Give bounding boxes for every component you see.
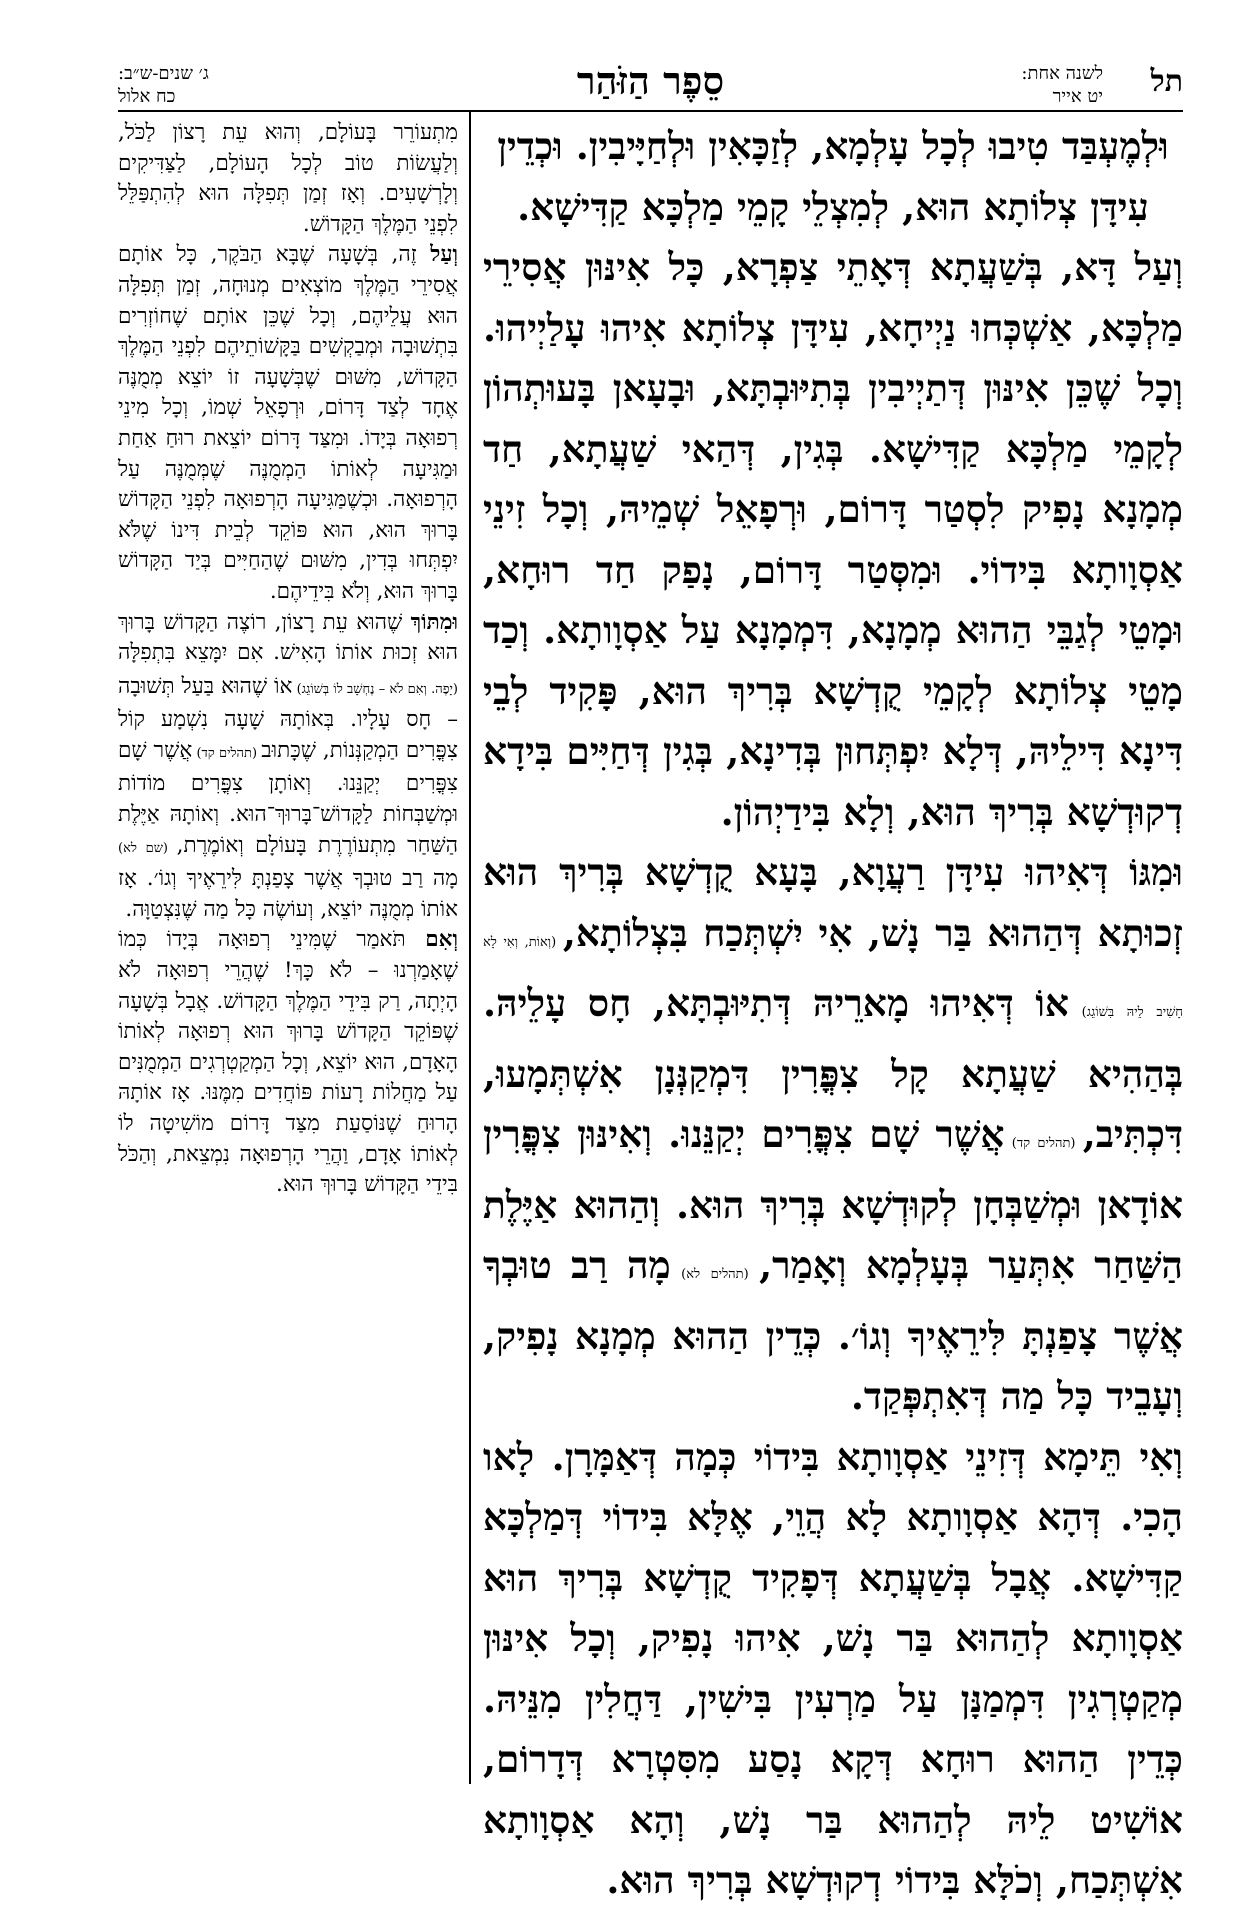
side-p3-note: (יָפֶה. וְאִם לֹא – נֶחְשָׁב לוֹ בְּשׁוֹגֵג) — [292, 681, 458, 697]
column-divider — [469, 112, 471, 1784]
header-left-line1: ג׳ שנים-ש״ב: — [118, 63, 209, 84]
main-p3-note: (וְאוֹת, וְאִי לָא חָשִׁיב לֵיהּ בִּשׁוֹגֵג) — [483, 934, 1183, 1020]
main-p3-ref2: (תהלים לא) — [670, 1267, 760, 1282]
side-paragraph-2 — [118, 240, 458, 607]
main-paragraph-3 — [483, 842, 1183, 1427]
main-p4-text: תֵּימָא דְּזִינֵי אַסְוָותָא בִּידוֹי כְּמָה דְּאַמָּרָן. לָאו הָכִי. דְּהָא אַסְוָותָא לָא הֲוֵי, אֶלָּא בִּידוֹי דְּמַלְכָּא קַדִּישָׁא. אֲבָל בְּשַׁעֲתָא דְּפָקִיד קֻדְשָׁא בְּרִיךְ הוּא אַסְוָותָא לְהַהוּא בַּר נָשׁ, אִיהוּ נָפִיק, וְכָל אִינּוּן מְקַטְרְגִין דִּמְמַנָּן עַל מַרְעִין בִּישִׁין, דַּחֲלִין מִנֵּיהּ. כְּדֵין הַהוּא רוּחָא דְּקָא נָסַע מִסִּטְרָא דְּדָרוֹם, אוֹשִׁיט לֵיהּ לְהַהוּא בַּר נָשׁ, וְהָא אַסְוָותָא אִשְׁתְּכַח, וְכֹלָּא בִּידוֹי דְקוּדְשָׁא בְּרִיךְ הוּא. — [483, 1434, 1183, 1902]
page-number: תל — [1150, 64, 1183, 99]
main-paragraph-1 — [483, 116, 1183, 237]
side-p3-text4: מָה רַב טוּבְךָ אֲשֶׁר צָפַנְתָּ לִּירֵאֶיךָ וְגוֹ׳. אָז אוֹתוֹ מְמֻנֶּה יוֹצֵא, וְעוֹשֶׂה כָּל מַה שֶּׁנִּצְטַוָּה. — [118, 866, 458, 922]
side-p3-text2: אוֹ שֶׁהוּא בַּעַל תְּשׁוּבָה – חָס עָלָיו. בְּאוֹתָהּ שָׁעָה נִשְׁמָע קוֹל צִפֳּרִים הַמְקַנְּנוֹת, שֶׁכָּתוּב — [118, 673, 458, 763]
header-right-line2: יט אייר — [1052, 86, 1103, 107]
header-divider — [118, 110, 1183, 112]
side-p3-ref2: (שם לא) — [118, 840, 177, 856]
side-paragraph-1 — [118, 118, 458, 240]
header-left-note — [118, 62, 209, 108]
main-p3-ref1: (תהלים קד) — [1004, 1136, 1083, 1151]
side-p2-text: זֶה, בְּשָׁעָה שֶׁבָּא הַבֹּקֶר, כָּל אוֹתָם אֲסִירֵי הַמֶּלֶךְ מוֹצְאִים מְנוּחָה, זְמַן תְּפִלָּה הוּא עֲלֵיהֶם, וְכָל שֶׁכֵּן אוֹתָם שֶׁחוֹזְרִים בִּתְשׁוּבָה וּמְבַקְשִׁים בַּקָּשׁוֹתֵיהֶם לִפְנֵי הַמֶּלֶךְ הַקָּדוֹשׁ, מִשּׁוּם שֶׁבְּשָׁעָה זוֹ יוֹצֵא מְמֻנֶּה אֶחָד לְצַד דָּרוֹם, וּרְפָאֵל שְׁמוֹ, וְכָל מִינֵי רְפוּאָה בְּיָדוֹ. וּמִצַּד דָּרוֹם יוֹצֵאת רוּחַ אַחַת וּמַגִּיעָה לְאוֹתוֹ הַמְמֻנֶּה שֶׁמְּמֻנֶּה עַל הָרְפוּאָה. וּכְשֶׁמַּגִּיעָה הָרְפוּאָה לִפְנֵי הַקָּדוֹשׁ בָּרוּךְ הוּא, הוּא פּוֹקֵד לְבֵית דִּינוֹ שֶׁלֹּא יִפְתְּחוּ בְּדִין, מִשּׁוּם שֶׁהַחַיִּים בְּיַד הַקָּדוֹשׁ בָּרוּךְ הוּא, וְלֹא בִּידֵיהֶם. — [118, 242, 458, 604]
side-paragraph-4 — [118, 925, 458, 1200]
header-left-line2: כח אלול — [118, 86, 176, 107]
main-p4-lead: וְאִי — [1139, 1434, 1183, 1479]
hebrew-translation-column — [118, 118, 458, 1786]
main-p3-text2: אוֹ דְּאִיהוּ מָארֵיהּ דְּתִיּוּבְתָּא, חָס עָלֵיהּ. בְּהַהִיא שַׁעֲתָא קָל צִפֳּרִין דִּמְקַנְּנָן אִשְׁתְּמָעוּ, דִּכְתִּיב, — [483, 981, 1183, 1156]
side-p3-text: שֶׁהוּא עֵת רָצוֹן, רוֹצֶה הַקָּדוֹשׁ בָּרוּךְ הוּא זְכוּת אוֹתוֹ הָאִישׁ. אִם יִמָּצֵא בִּתְפִלָּה — [118, 609, 458, 666]
side-p1-text: מִתְעוֹרֵר בָּעוֹלָם, וְהוּא עֵת רָצוֹן לַכֹּל, וְלַעֲשׂוֹת טוֹב לְכָל הָעוֹלָם, לַצַּדִּיקִים וְלָרְשָׁעִים. וְאָז זְמַן תְּפִלָּה הוּא לְהִתְפַּלֵּל לִפְנֵי הַמֶּלֶךְ הַקָּדוֹשׁ. — [118, 120, 458, 237]
main-p1-text: וּלְמֶעְבַּד טִיבוּ לְכָל עָלְמָא, לְזַכָּאִין וּלְחַיָּיבִין. וּכְדֵין עִידָּן צְלוֹתָא הוּא, לְמִצְלֵי קָמֵי מַלְכָּא קַדִּישָׁא. — [497, 124, 1169, 229]
main-p3-text: דְּאִיהוּ עִידָּן רַעֲוָא, בָּעָא קֻדְשָׁא בְּרִיךְ הוּא זְכוּתָא דְּהַהוּא בַּר נָשׁ, אִי יִשְׁתְּכַח בִּצְלוֹתָא, — [483, 850, 1183, 955]
side-p3-lead: וּמִתּוֹךְ — [410, 609, 458, 635]
side-p4-lead: וְאִם — [425, 927, 458, 953]
main-p2-text: בְּשַׁעֲתָא דְּאָתֵי צַפְרָא, כָּל אִינּוּן אֲסִירֵי מַלְכָּא, אַשְׁכְּחוּ נַיְיחָא, עִידָּן צְלוֹתָא אִיהוּ עָלַיְיהוּ. וְכָל שֶׁכֵּן אִינּוּן דְּתַיְיבִין בְּתִיּוּבְתָּא, וּבָעָאן בָּעוּתְהוֹן לְקָמֵי מַלְכָּא קַדִּישָׁא. בְּגִין, דְּהַאי שַׁעֲתָא, חַד מְמָנָא נָפִיק לִסְטַר דָּרוֹם, וּרְפָאֵל שְׁמֵיהּ, וְכָל זִינֵי אַסְוָותָא בִּידוֹי. וּמִסְּטַר דָּרוֹם, נָפַק חַד רוּחָא, וּמָטֵי לְגַבֵּי הַהוּא מְמָנָא, דִּמְמָנָא עַל אַסְוָותָא. וְכַד מָטֵי צְלוֹתָא לְקָמֵי קֻדְשָׁא בְּרִיךְ הוּא, פָּקִיד לְבֵי דִּינָא דִּילֵיהּ, דְּלָא יִפְתְּחוּן בְּדִינָא, בְּגִין דְּחַיִּים בִּידָא דְקוּדְשָׁא בְּרִיךְ הוּא, וְלָא בִּידַיְהוֹן. — [483, 245, 1183, 834]
header-right-line1: לשנה אחת: — [1021, 63, 1103, 84]
main-p3-lead: וּמִגּוֹ — [1129, 850, 1183, 894]
side-p2-lead: וְעַל — [430, 242, 458, 268]
page-header — [118, 58, 1183, 106]
side-p4-text: תֹּאמַר שֶׁמִּינֵי רְפוּאָה בְּיָדוֹ כְּמוֹ שֶׁאָמַרְנוּ – לֹא כָּךְ! שֶׁהֲרֵי רְפוּאָה לֹא הָיְתָה, רַק בִּידֵי הַמֶּלֶךְ הַקָּדוֹשׁ. אֲבָל בְּשָׁעָה שֶׁפּוֹקֵד הַקָּדוֹשׁ בָּרוּךְ הוּא רְפוּאָה לְאוֹתוֹ הָאָדָם, הוּא יוֹצֵא, וְכָל הַמְקַטְרְגִים הַמְמֻנִּים עַל מַחֲלוֹת רָעוֹת פּוֹחֲדִים מִמֶּנּוּ. אָז אוֹתָהּ הָרוּחַ שֶׁנּוֹסַעַת מִצַּד דָּרוֹם מוֹשִׁיטָה לוֹ לְאוֹתוֹ אָדָם, וַהֲרֵי הָרְפוּאָה נִמְצֵאת, וְהַכֹּל בִּידֵי הַקָּדוֹשׁ בָּרוּךְ הוּא. — [118, 927, 458, 1198]
main-p2-lead: וְעַל דָּא, — [1061, 245, 1183, 289]
page-title: סֵפֶר הַזֹּהַר — [576, 58, 725, 103]
main-p3-text3: אֲשֶׁר שָׁם צִפֳּרִים יְקַנֵּנוּ. וְאִינּוּן צִפֳּרִין אוֹדָאן וּמְשַׁבְּחָן לְקוּדְשָׁא בְּרִיךְ הוּא. וְהַהוּא אַיֶּלֶת הַשַּׁחַר אִתְּעַר בְּעָלְמָא וְאָמַר, — [483, 1112, 1184, 1287]
main-paragraph-4 — [483, 1427, 1183, 1911]
side-p3-text3: אֲשֶׁר שָׁם צִפֳּרִים יְקַנֵּנוּ. וְאוֹתָן צִפֳּרִים מוֹדוֹת וּמְשַׁבְּחוֹת לַקָּדוֹשׁ־בָּרוּךְ־הוּא. וְאוֹתָהּ אַיֶּלֶת הַשַּׁחַר מִתְעוֹרֶרֶת בָּעוֹלָם וְאוֹמֶרֶת, — [118, 737, 459, 858]
aramaic-column — [483, 116, 1184, 1902]
main-p3-text4: מָה רַב טוּבְךָ אֲשֶׁר צָפַנְתָּ לִּירֵאֶיךָ וְגוֹ׳. כְּדֵין הַהוּא מְמָנָא נָפִיק, וְעָבֵיד כָּל מַה דְּאִתְפְּקַד. — [483, 1243, 1183, 1418]
main-paragraph-2 — [483, 237, 1183, 842]
side-paragraph-3 — [118, 608, 458, 926]
side-p3-ref1: (תהלים קד) — [192, 745, 262, 761]
